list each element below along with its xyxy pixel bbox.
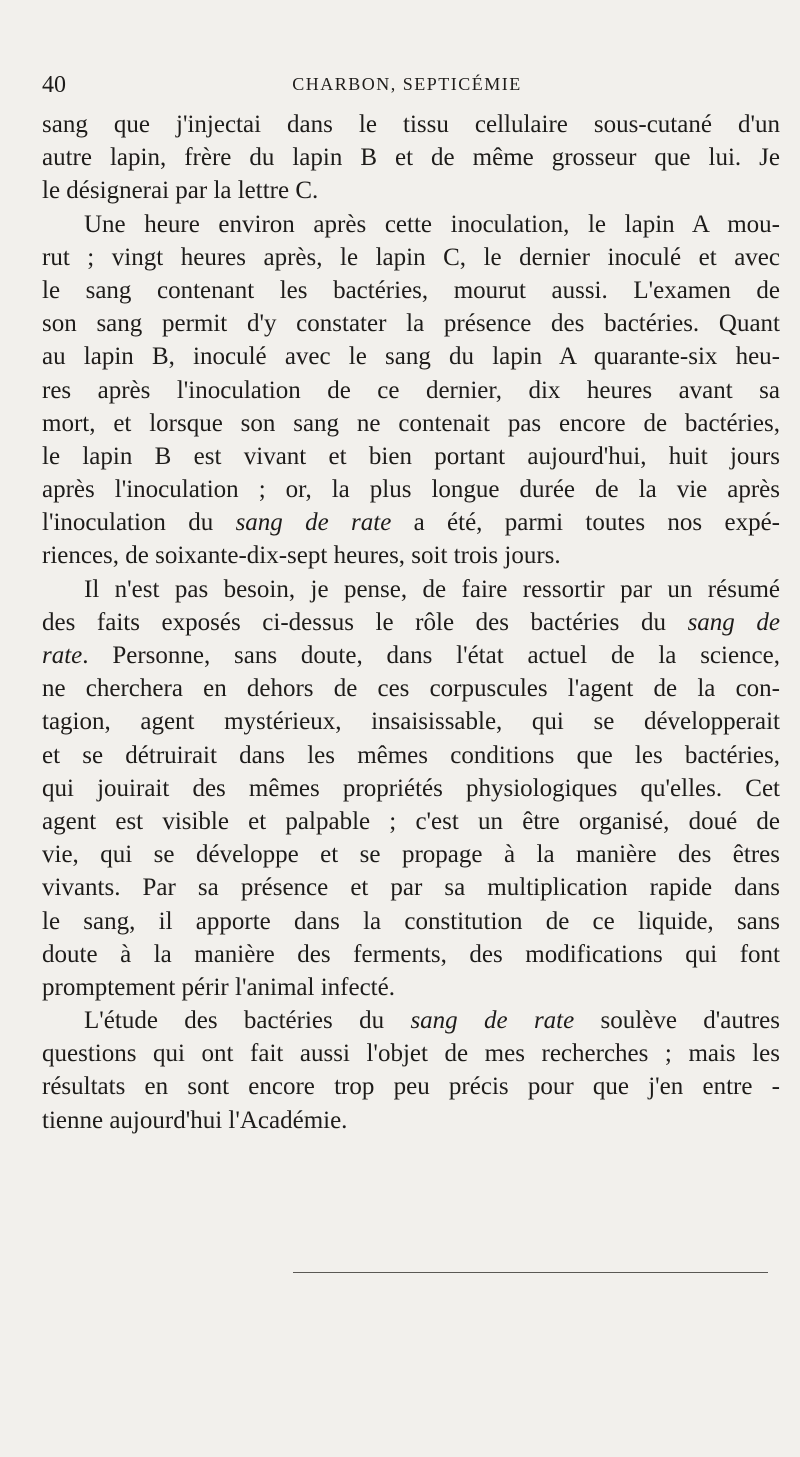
italic-term: sang de bbox=[687, 608, 780, 636]
text-line: doute à la manière des ferments, des modifications qui font bbox=[42, 940, 780, 968]
text-line: vivants. Par sa présence et par sa multiplication rapide dans bbox=[42, 874, 780, 902]
text-run: l'inoculation du bbox=[42, 509, 236, 537]
text-line: son sang permit d'y constater la présence des bactéries. Quant bbox=[42, 310, 780, 338]
text-line: résultats en sont encore trop peu précis pour que j'en entre - bbox=[42, 1073, 780, 1101]
text-line: Une heure environ après cette inoculation, le lapin A mou- bbox=[84, 210, 780, 238]
text-line: après l'inoculation ; or, la plus longue durée de la vie après bbox=[42, 476, 780, 504]
text-line bbox=[42, 639, 780, 672]
text-line: le sang, il apporte dans la constitution de ce liquide, sans bbox=[42, 907, 780, 935]
text-run: . Personne, sans doute, dans l'état actuel de la science, bbox=[82, 642, 780, 669]
text-line: promptement périr l'animal infecté. bbox=[42, 973, 395, 1001]
text-line: qui jouirait des mêmes propriétés physiologiques qu'elles. Cet bbox=[42, 774, 780, 802]
running-title: CHARBON, SEPTICÉMIE bbox=[292, 74, 522, 94]
text-line: agent est visible et palpable ; c'est un être organisé, doué de bbox=[42, 807, 780, 835]
text-line bbox=[42, 506, 780, 539]
page-number: 40 bbox=[42, 72, 66, 98]
text-line: le sang contenant les bactéries, mourut aussi. L'examen de bbox=[42, 276, 780, 304]
running-head bbox=[42, 70, 772, 102]
text-line: et se détruirait dans les mêmes conditions que les bactéries, bbox=[42, 741, 780, 769]
text-line: le lapin B est vivant et bien portant aujourd'hui, huit jours bbox=[42, 442, 780, 470]
text-line: mort, et lorsque son sang ne contenait pas encore de bactéries, bbox=[42, 409, 780, 437]
body-text bbox=[42, 108, 780, 1137]
text-line: le désignerai par la lettre C. bbox=[42, 177, 319, 205]
text-line: ne cherchera en dehors de ces corpuscules l'agent de la con- bbox=[42, 675, 780, 703]
text-run: L'étude des bactéries du bbox=[84, 1007, 411, 1035]
text-line: vie, qui se développe et se propage à la manière des êtres bbox=[42, 841, 780, 869]
text-line: res après l'inoculation de ce dernier, dix heures avant sa bbox=[42, 376, 780, 404]
text-line: questions qui ont fait aussi l'objet de mes recherches ; mais les bbox=[42, 1040, 780, 1068]
text-line: tagion, agent mystérieux, insaisissable, qui se développerait bbox=[42, 708, 780, 736]
text-run: soulève d'autres bbox=[574, 1007, 780, 1035]
text-line: tienne aujourd'hui l'Académie. bbox=[42, 1106, 348, 1134]
italic-term: sang de rate bbox=[410, 1007, 575, 1035]
text-line: riences, de soixante-dix-sept heures, soit trois jours. bbox=[42, 542, 561, 570]
text-line: au lapin B, inoculé avec le sang du lapin A quarante-six heu- bbox=[42, 343, 780, 371]
text-line: autre lapin, frère du lapin B et de même grosseur que lui. Je bbox=[42, 144, 780, 172]
text-line: rut ; vingt heures après, le lapin C, le dernier inoculé et avec bbox=[42, 243, 780, 271]
text-line bbox=[42, 606, 780, 639]
footer-rule bbox=[293, 1272, 768, 1273]
text-line bbox=[42, 1004, 780, 1037]
italic-term: sang de rate bbox=[235, 509, 392, 537]
text-line: Il n'est pas besoin, je pense, de faire ressortir par un résumé bbox=[84, 575, 780, 603]
text-line: sang que j'injectai dans le tissu cellulaire sous-cutané d'un bbox=[42, 111, 780, 138]
text-run: a été, parmi toutes nos expé- bbox=[391, 509, 780, 537]
text-run: des faits exposés ci-dessus le rôle des bactéries du bbox=[42, 608, 688, 636]
italic-term: rate bbox=[42, 642, 83, 669]
